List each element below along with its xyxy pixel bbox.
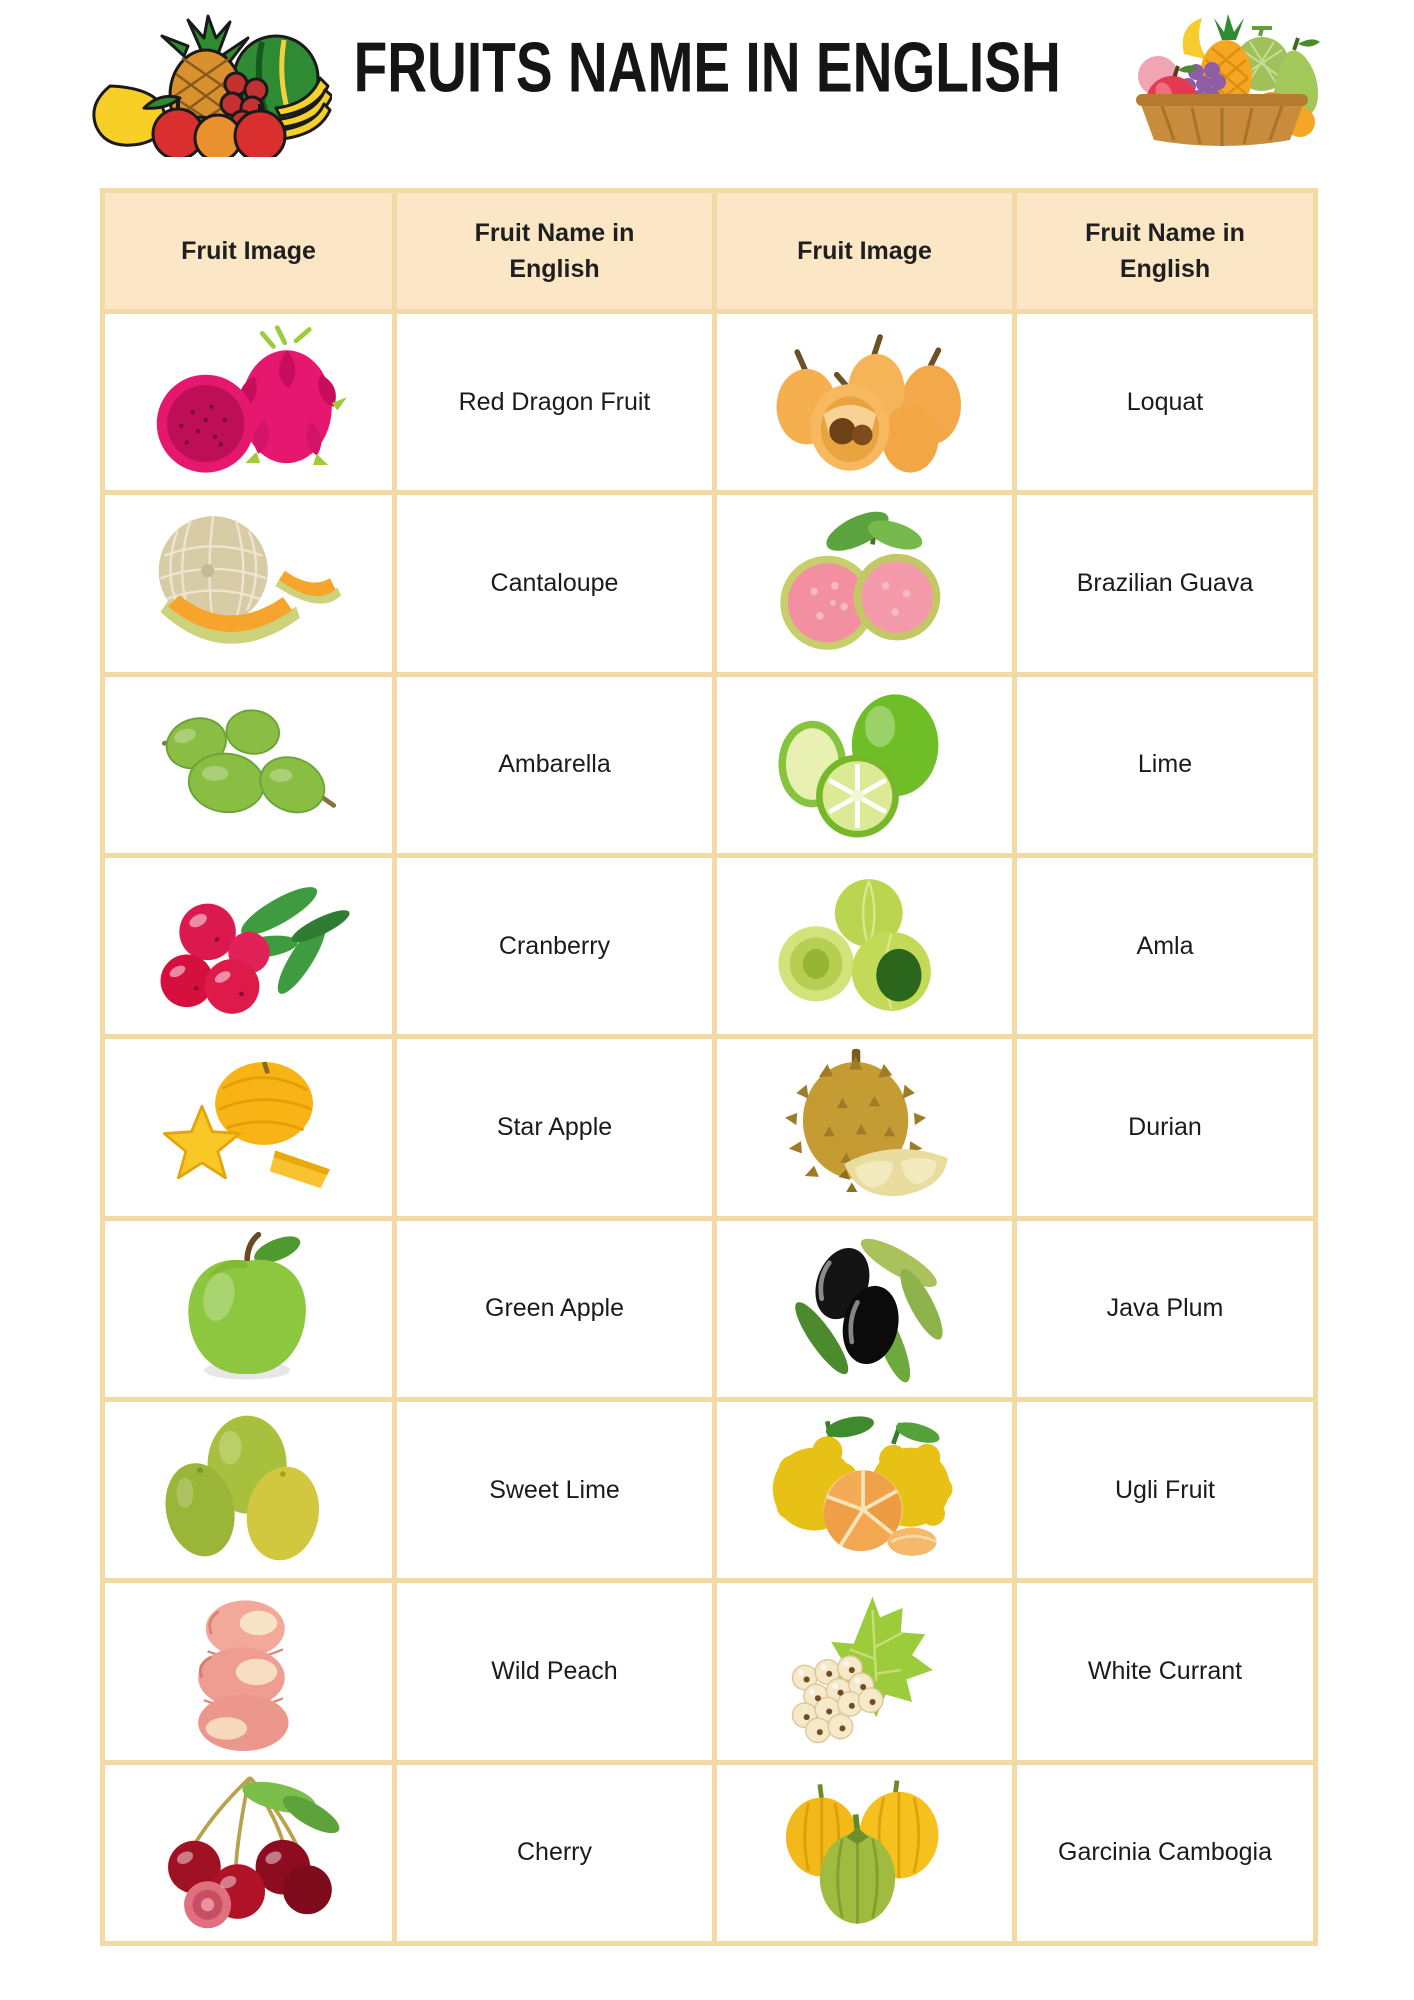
garcinia-cambogia-photo (740, 1773, 990, 1933)
fruit-name-label: Java Plum (1106, 1294, 1224, 1323)
column-header-4 (1017, 193, 1313, 309)
fruit-name-label: Durian (1128, 1112, 1202, 1141)
fruit-name-label: Amla (1136, 931, 1194, 960)
sweet-lime-photo (124, 1410, 374, 1570)
fruit-name-label: Sweet Lime (489, 1475, 620, 1504)
white-currant-photo (740, 1591, 990, 1751)
fruit-name-label: Cranberry (498, 931, 611, 960)
fruit-image-cell (717, 1583, 1012, 1759)
cherry-photo (124, 1773, 374, 1933)
loquat-photo (740, 322, 990, 482)
fruit-name-label: Brazilian Guava (1076, 568, 1254, 597)
java-plum-photo (740, 1229, 990, 1389)
fruit-image-cell (717, 1402, 1012, 1578)
lime-photo (740, 685, 990, 845)
page-title-text: FRUITS NAME IN ENGLISH (353, 27, 1061, 108)
column-header-label: Fruit Image (797, 236, 932, 265)
cranberry-photo (124, 866, 374, 1026)
fruit-image-cell (105, 677, 392, 853)
fruit-name-cell (1017, 1221, 1313, 1397)
fruit-name-label: Cherry (516, 1838, 592, 1867)
amla-photo (740, 866, 990, 1026)
fruit-name-cell (397, 858, 712, 1034)
fruit-name-cell (397, 314, 712, 490)
fruit-image-cell (105, 1402, 392, 1578)
fruit-name-cell (1017, 677, 1313, 853)
fruit-image-cell (105, 1221, 392, 1397)
fruit-name-label: Green Apple (485, 1294, 624, 1323)
fruit-name-label: Loquat (1126, 387, 1204, 416)
fruit-image-cell (717, 677, 1012, 853)
fruit-name-label: Red Dragon Fruit (458, 387, 651, 416)
cantaloupe-photo (124, 503, 374, 663)
column-header-label: Fruit Name in English (1085, 218, 1245, 283)
fruit-name-cell (397, 495, 712, 671)
fruit-image-cell (717, 1221, 1012, 1397)
fruit-name-cell (1017, 1583, 1313, 1759)
fruit-image-cell (717, 1039, 1012, 1215)
fruit-name-label: Ugli Fruit (1114, 1475, 1215, 1504)
fruit-name-cell (1017, 495, 1313, 671)
fruit-name-label: Garcinia Cambogia (1058, 1838, 1272, 1867)
fruit-image-cell (105, 858, 392, 1034)
star-apple-photo (124, 1047, 374, 1207)
fruit-name-label: Ambarella (498, 750, 611, 779)
fruit-name-cell (397, 1402, 712, 1578)
fruit-name-label: White Currant (1087, 1656, 1243, 1685)
fruit-name-cell (397, 1765, 712, 1941)
brazilian-guava-photo (740, 503, 990, 663)
fruit-image-cell (717, 858, 1012, 1034)
fruit-name-cell (397, 1221, 712, 1397)
fruit-image-cell (105, 314, 392, 490)
fruit-name-cell (1017, 314, 1313, 490)
column-header-label: Fruit Name in English (474, 218, 635, 283)
fruit-name-cell (1017, 1765, 1313, 1941)
column-header-2 (397, 193, 712, 309)
fruit-image-cell (717, 495, 1012, 671)
column-header-1 (105, 193, 392, 309)
wild-peach-photo (124, 1591, 374, 1751)
fruit-name-cell (1017, 858, 1313, 1034)
fruit-name-cell (397, 1039, 712, 1215)
fruit-image-cell (717, 1765, 1012, 1941)
fruit-image-cell (105, 1039, 392, 1215)
ambarella-photo (124, 685, 374, 845)
column-header-3 (717, 193, 1012, 309)
fruit-image-cell (105, 1765, 392, 1941)
fruit-image-cell (105, 495, 392, 671)
fruit-basket-illustration (1122, 10, 1322, 148)
fruits-table (100, 188, 1318, 1946)
red-dragon-fruit-photo (124, 322, 374, 482)
green-apple-photo (124, 1229, 374, 1389)
fruit-image-cell (717, 314, 1012, 490)
fruit-name-label: Star Apple (496, 1112, 613, 1141)
durian-photo (740, 1047, 990, 1207)
page-header (0, 0, 1414, 188)
fruit-name-cell (1017, 1402, 1313, 1578)
fruit-name-label: Lime (1137, 750, 1193, 779)
column-header-label: Fruit Image (181, 236, 316, 265)
ugli-fruit-photo (740, 1410, 990, 1570)
fruit-name-cell (1017, 1039, 1313, 1215)
fruit-image-cell (105, 1583, 392, 1759)
fruit-name-label: Cantaloupe (490, 568, 619, 597)
fruit-name-cell (397, 677, 712, 853)
fruit-name-cell (397, 1583, 712, 1759)
fruit-name-label: Wild Peach (491, 1656, 618, 1685)
